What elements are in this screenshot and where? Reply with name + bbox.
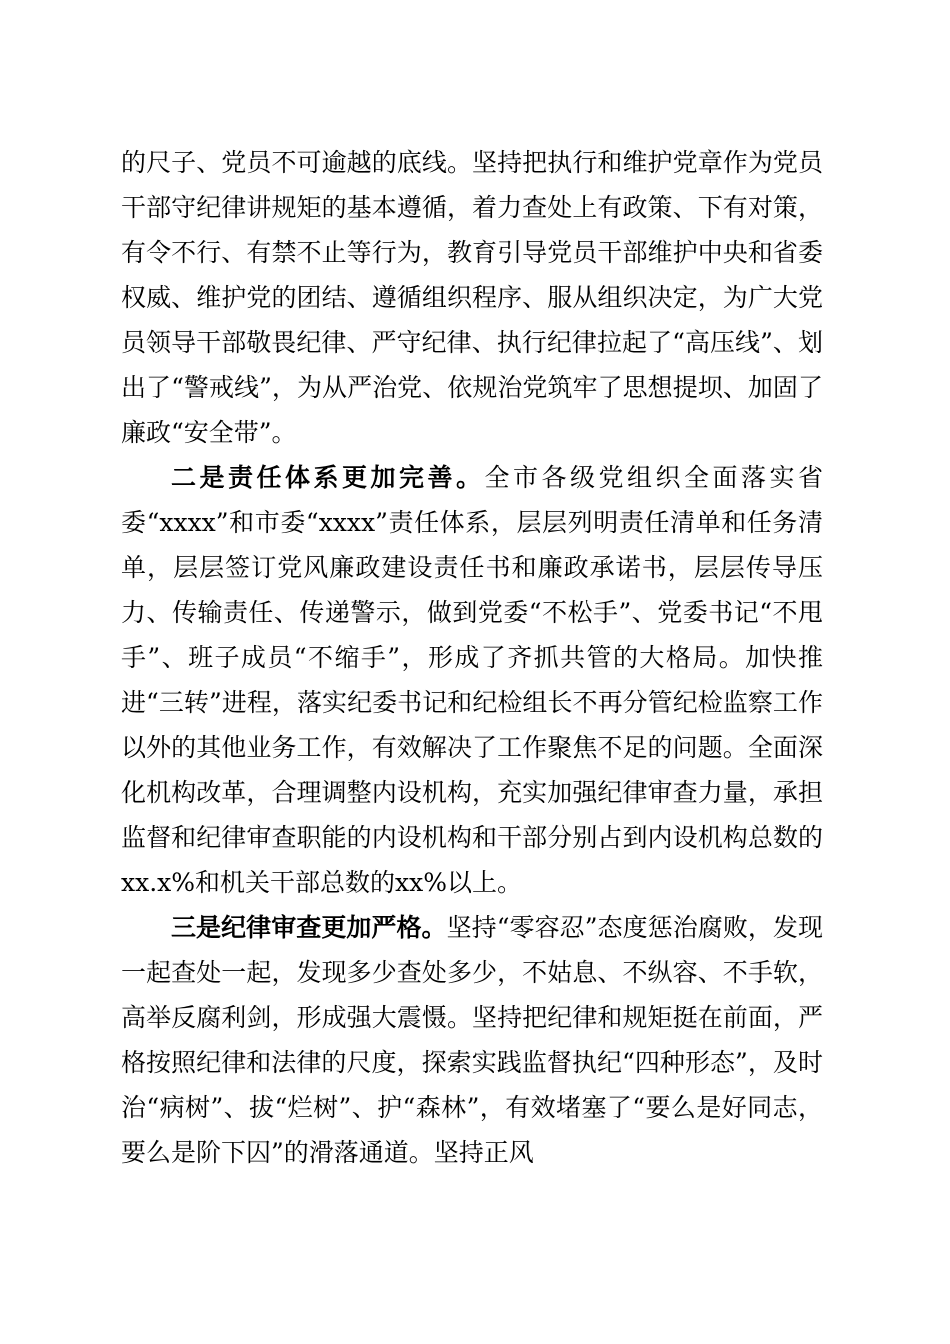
paragraph-3-text: 坚持“零容忍”态度惩治腐败，发现一起查处一起，发现多少查处多少，不姑息、不纵容、不手软，高举反腐利剑，形成强大震慑。坚持把纪律和规矩挺在前面，严格按照纪律和法律的尺度，探索实践监督执纪“四种形态”，及时治“病树”、拔“烂树”、护“森林”，有效堵塞了“要么是好同志，要么是阶下囚”的滑落通道。坚持正风 [121,913,823,1167]
paragraph-2 [121,455,823,905]
paragraph-3-lead: 三是纪律审查更加严格。 [171,913,447,942]
paragraph-3 [121,905,823,1175]
paragraph-2-text: 全市各级党组织全面落实省委“xxxx”和市委“xxxx”责任体系，层层列明责任清单和任务清单，层层签订党风廉政建设责任书和廉政承诺书，层层传导压力、传输责任、传递警示，做到党委“不松手”、党委书记“不甩手”、班子成员“不缩手”，形成了齐抓共管的大格局。加快推进“三转”进程，落实纪委书记和纪检组长不再分管纪检监察工作以外的其他业务工作，有效解决了工作聚焦不足的问题。全面深化机构改革，合理调整内设机构，充实加强纪律审查力量，承担监督和纪律审查职能的内设机构和干部分别占到内设机构总数的xx.x%和机关干部总数的xx%以上。 [121,463,823,897]
paragraph-1 [121,140,823,455]
paragraph-1-text: 的尺子、党员不可逾越的底线。坚持把执行和维护党章作为党员干部守纪律讲规矩的基本遵循，着力查处上有政策、下有对策，有令不行、有禁不止等行为，教育引导党员干部维护中央和省委权威、维护党的团结、遵循组织程序、服从组织决定，为广大党员领导干部敬畏纪律、严守纪律、执行纪律拉起了“高压线”、划出了“警戒线”，为从严治党、依规治党筑牢了思想提坝、加固了廉政“安全带”。 [121,148,823,447]
document-body [121,140,823,1175]
paragraph-2-lead: 二是责任体系更加完善。 [171,463,485,492]
